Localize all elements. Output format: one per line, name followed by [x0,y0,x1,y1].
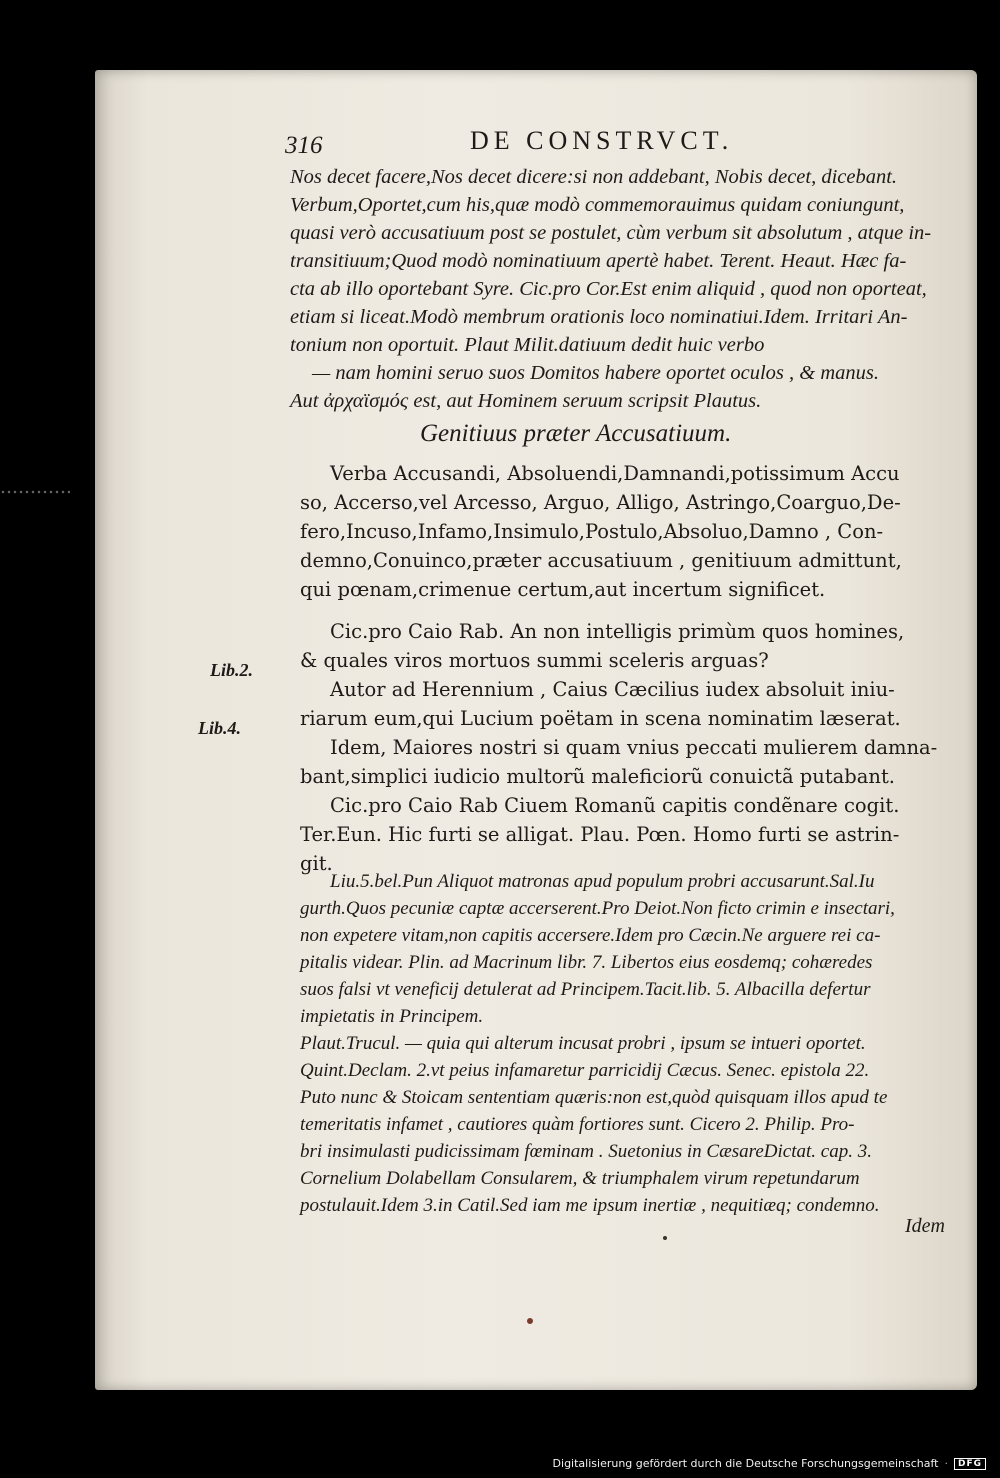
top-line: Aut ἀρχαϊσμός est, aut Hominem seruum scripsit Plautus. [290,390,762,412]
digitization-footer: Digitalisierung gefördert durch die Deutsche Forschungsgemeinschaft · DFG [553,1457,986,1470]
body-line: Idem, Maiores nostri si quam vnius peccati mulierem damna- [330,736,938,759]
top-line: — nam homini seruo suos Domitos habere oportet oculos , & manus. [312,362,879,384]
footer-text: Digitalisierung gefördert durch die Deutsche Forschungsgemeinschaft [552,1457,939,1470]
body-line: Cic.pro Caio Rab. An non intelligis primùm quos homines, [330,620,905,643]
binding-edge [0,490,70,494]
body-line: & quales viros mortuos summi sceleris arguas? [300,649,769,672]
citation-line: suos falsi vt veneficij detulerat ad Principem.Tacit.lib. 5. Albacilla defertur [300,979,871,1000]
citation-line: Puto nunc & Stoicam sententiam quæris:non est,quòd quisquam illos apud te [300,1087,888,1108]
body-line: qui pœnam,crimenue certum,aut incertum significet. [300,578,826,601]
body-line: riarum eum,qui Lucium poëtam in scena nominatim læserat. [300,707,901,730]
citation-line: pitalis videar. Plin. ad Macrinum libr. 7. Libertos eius eosdemq; cohæredes [300,952,873,973]
running-head: DE CONSTRVCT. [470,126,734,155]
body-line: fero,Incuso,Infamo,Insimulo,Postulo,Absoluo,Damno , Con- [300,520,884,543]
ink-speck [663,1236,667,1240]
citation-line: Quint.Declam. 2.vt peius infamaretur parricidij Cæcus. Senec. epistola 22. [300,1060,870,1081]
top-line: transitiuum;Quod modò nominatiuum apertè habet. Terent. Heaut. Hæc fa- [290,250,907,272]
top-line: etiam si liceat.Modò membrum orationis loco nominatiui.Idem. Irritari An- [290,306,908,328]
margin-note: Lib.4. [198,718,241,738]
citation-line: Cornelium Dolabellam Consularem, & triumphalem virum repetundarum [300,1168,860,1189]
citation-line: postulauit.Idem 3.in Catil.Sed iam me ipsum inertiæ , nequitiæq; condemno. [300,1195,880,1216]
dfg-logo: DFG [954,1458,986,1470]
citation-line: non expetere vitam,non capitis accersere.Idem pro Cæcin.Ne arguere rei ca- [300,925,881,946]
citation-line: Liu.5.bel.Pun Aliquot matronas apud populum probri accusarunt.Sal.Iu [330,871,875,892]
top-line: Verbum,Oportet,cum his,quæ modò commemorauimus quidam coniungunt, [290,194,905,216]
citation-line: gurth.Quos pecuniæ captæ accerserent.Pro Deiot.Non ficto crimin e insectari, [300,898,895,919]
margin-note: Lib.2. [210,660,253,680]
body-line: bant,simplici iudicio multorũ maleficiorũ conuictã putabant. [300,765,895,788]
body-line: Autor ad Herennium , Caius Cæcilius iudex absoluit iniu- [330,678,895,701]
body-line: so, Accerso,vel Arcesso, Arguo, Alligo, Astringo,Coarguo,De- [300,491,901,514]
citation-line: bri insimulasti pudicissimam fœminam . Suetonius in CæsareDictat. cap. 3. [300,1141,872,1162]
top-line: tonium non oportuit. Plaut Milit.datiuum dedit huic verbo [290,334,765,356]
top-line: quasi verò accusatiuum post se postulet, cùm verbum sit absolutum , atque in- [290,222,932,244]
citation-line: temeritatis infamet , cautiores quàm fortiores sunt. Cicero 2. Philip. Pro- [300,1114,855,1135]
body-line: demno,Conuinco,præter accusatiuum , genitiuum admittunt, [300,549,902,572]
top-line: Nos decet facere,Nos decet dicere:si non addebant, Nobis decet, dicebant. [290,166,898,188]
top-line: cta ab illo oportebant Syre. Cic.pro Cor.Est enim aliquid , quod non oporteat, [290,278,927,300]
citation-line: Plaut.Trucul. — quia qui alterum incusat probri , ipsum se intueri oportet. [300,1033,866,1054]
body-line: Ter.Eun. Hic furti se alligat. Plau. Pœn. Homo furti se astrin- [300,823,900,846]
body-line: Verba Accusandi, Absoluendi,Damnandi,potissimum Accu [330,462,900,485]
body-line: git. [300,852,333,875]
body-line: Cic.pro Caio Rab Ciuem Romanũ capitis condẽnare cogit. [330,794,900,817]
ink-speck [527,1318,533,1324]
section-heading: Genitiuus præter Accusatiuum. [420,420,732,447]
page-number: 316 [285,132,323,159]
catchword: Idem [905,1215,945,1237]
citation-line: impietatis in Principem. [300,1006,484,1027]
